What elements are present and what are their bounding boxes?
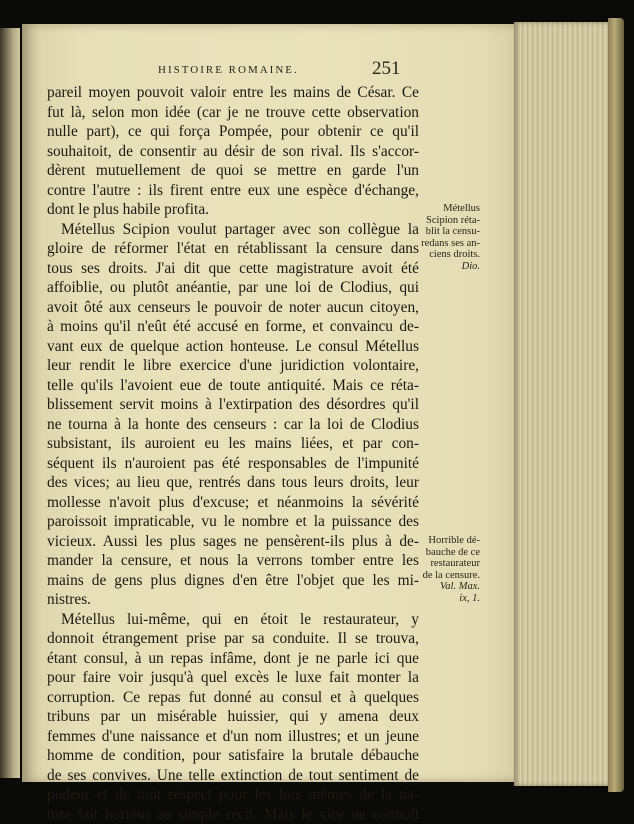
text-line: souhaitoit, de consentir au désir de son rival. Ils s'accor- [47,142,419,162]
text-line: donnoit étrangement prise par sa conduite. Il se trouva, [47,629,419,649]
book-cover-edge [608,18,624,792]
text-line: vant eux de quelque action honteuse. Le consul Métellus [47,337,419,357]
margin-note-line: Horrible dé- [414,535,480,547]
page-block-edges [514,22,618,786]
margin-note-line: ciens droits. [414,249,480,261]
margin-note-line: restaurateur [414,558,480,570]
text-line: Métellus lui-même, qui en étoit le restaurateur, y [47,610,419,630]
text-line: fut là, selon mon idée (car je ne trouve cette observation [47,103,419,123]
text-line: contre l'autre : ils firent entre eux une espèce d'échange, [47,181,419,201]
margin-note-debauche [414,535,480,605]
text-line: nulle part), ce qui força Pompée, pour obtenir ce qu'il [47,122,419,142]
text-line: étant consul, à un repas infâme, dont je ne parle ici que [47,649,419,669]
text-line: pareil moyen pouvoit valoir entre les mains de César. Ce [47,83,419,103]
text-line: tribuns par un misérable huissier, qui y amena deux [47,707,419,727]
previous-page-edge [0,28,20,778]
text-line: corruption. Ce repas fut donné au consul et à quelques [47,688,419,708]
margin-note-line: bauche de ce [414,547,480,559]
text-line: Métellus Scipion voulut partager avec son collègue la [47,220,419,240]
margin-note-citation: Val. Max. [414,581,480,593]
text-line: dont le plus habile profita. [47,200,419,220]
margin-note-citation: Dio. [414,261,480,273]
text-line: ne tourna à la honte des censeurs : car la loi de Clodius [47,415,419,435]
margin-note-metellus [414,203,480,273]
text-line: à moins qu'il n'eût été accusé en forme, et convaincu de- [47,317,419,337]
margin-note-citation: ix, 1. [414,593,480,605]
text-line: leur rendit le libre exercice d'une juridiction volontaire, [47,356,419,376]
text-line: ture fait horreur au simple récit. Mais le vice ne connoît [47,805,419,824]
text-line: affoiblie, ou plutôt anéantie, par une loi de Clodius, qui [47,278,419,298]
page-number: 251 [372,58,401,80]
margin-note-line: blit la censu- [414,226,480,238]
text-line: homme de condition, pour satisfaire la brutale débauche [47,746,419,766]
text-line: pudeur et de tout respect pour les lois mêmes de la na- [47,785,419,805]
margin-note-line: redans ses an- [414,238,480,250]
text-line: telle qu'ils l'avoient eue de toute antiquité. Mais ce réta- [47,376,419,396]
text-line: des vices; au lieu que, rentrés dans tous leurs droits, leur [47,473,419,493]
text-line: subsistant, ils auroient eu les mains liées, et par con- [47,434,419,454]
margin-note-line: de la censure. [414,570,480,582]
text-line: femmes d'une naissance et d'un nom illustres; et un jeune [47,727,419,747]
text-line: de ses convives. Une telle extinction de tout sentiment de [47,766,419,786]
text-line: gloire de réformer l'état en rétablissant la censure dans [47,239,419,259]
text-line: dèrent mutuellement de quoi se mettre en garde l'un [47,161,419,181]
text-line: séquent ils n'auroient pas été responsables de l'impunité [47,454,419,474]
margin-note-line: Scipion réta- [414,215,480,227]
text-line: avoit ôté aux censeurs le pouvoir de noter aucun citoyen, [47,298,419,318]
text-line: vicieux. Aussi les plus sages ne pensèrent-ils plus à de- [47,532,419,552]
text-line: nistres. [47,590,419,610]
text-line: paroissoit impraticable, vu le nombre et la puissance des [47,512,419,532]
text-line: blissement servit moins à l'extirpation des désordres qu'il [47,395,419,415]
text-line: mains de gens plus dignes d'en être l'objet que les mi- [47,571,419,591]
running-head: HISTOIRE ROMAINE. [158,64,408,76]
margin-note-line: Métellus [414,203,480,215]
body-text [47,83,419,824]
text-line: mander la censure, et nous la verrons tomber entre les [47,551,419,571]
text-line: mollesse n'avoit plus d'excuse; et néanmoins la sévérité [47,493,419,513]
text-line: pour faire voir jusqu'à quel excès le luxe fait monter la [47,668,419,688]
text-line: tous ses droits. J'ai dit que cette magistrature avoit été [47,259,419,279]
